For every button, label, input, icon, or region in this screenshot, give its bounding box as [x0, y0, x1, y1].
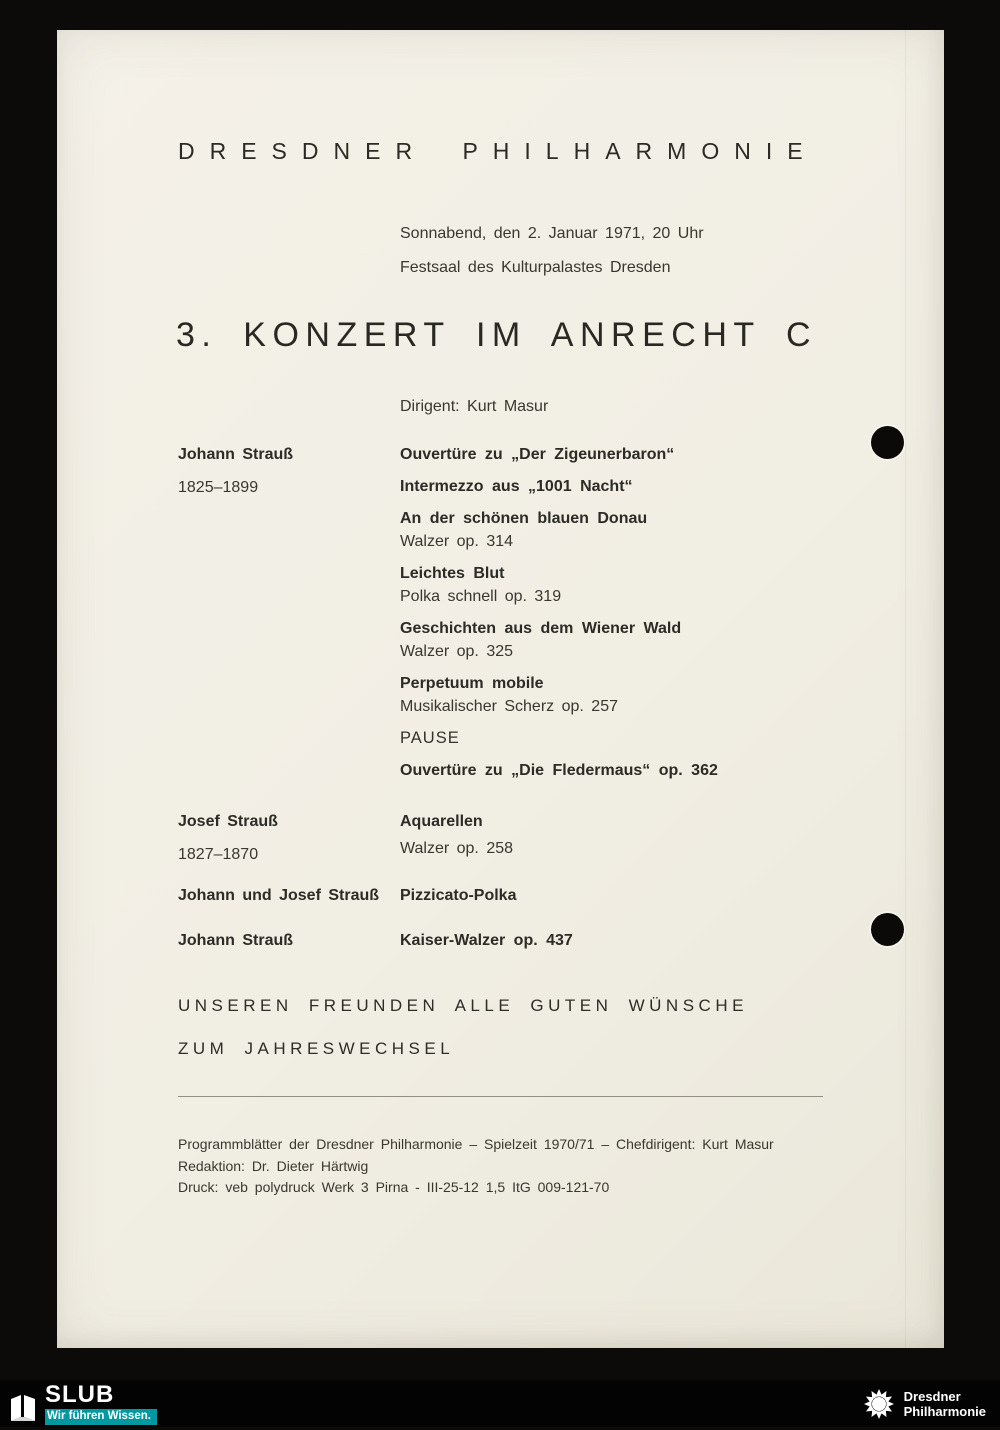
composer-column — [178, 929, 400, 961]
composer-column — [178, 884, 400, 916]
work-item — [400, 884, 884, 907]
imprint-divider — [178, 1096, 823, 1097]
work-item — [400, 617, 884, 663]
pause-label: PAUSE — [400, 729, 460, 747]
program-section-josef-strauss — [178, 810, 884, 869]
work-item — [400, 929, 884, 952]
composer-column — [178, 443, 400, 791]
slub-text-block — [45, 1380, 157, 1425]
composer-name: Johann und Josef Strauß — [178, 887, 380, 904]
work-title: Ouvertüre zu „Die Fledermaus“ op. 362 — [400, 762, 718, 779]
composer-dates: 1827–1870 — [178, 846, 259, 863]
work-item — [400, 562, 884, 608]
work-item — [400, 759, 884, 782]
composer-name: Johann Strauß — [178, 446, 294, 463]
imprint-line-3: Druck: veb polydruck Werk 3 Pirna - III-25-12 1,5 ItG 009-121-70 — [178, 1179, 610, 1195]
work-item — [400, 507, 884, 553]
program-page — [57, 30, 944, 1348]
concert-title: 3. KONZERT IM ANRECHT C — [176, 316, 818, 354]
philharmonie-logo[interactable] — [863, 1388, 986, 1420]
work-subtitle: Polka schnell op. 319 — [400, 588, 562, 605]
composer-name: Josef Strauß — [178, 813, 278, 830]
greeting-line-1: UNSEREN FREUNDEN ALLE GUTEN WÜNSCHE — [178, 996, 748, 1015]
slub-logo[interactable] — [8, 1380, 157, 1425]
slub-tagline: Wir führen Wissen. — [45, 1409, 157, 1425]
slub-book-icon — [8, 1391, 38, 1425]
program-section-johann-josef — [178, 884, 884, 916]
composer-dates: 1825–1899 — [178, 479, 259, 496]
conductor-line: Dirigent: Kurt Masur — [400, 398, 549, 415]
work-item — [400, 475, 884, 498]
works-column — [400, 443, 884, 791]
masthead: DRESDNER PHILHARMONIE — [178, 138, 818, 164]
imprint-block — [178, 1134, 774, 1199]
program-section-johann-strauss — [178, 443, 884, 791]
work-title: Geschichten aus dem Wiener Wald — [400, 620, 682, 637]
imprint-line-2: Redaktion: Dr. Dieter Härtwig — [178, 1157, 369, 1174]
works-column — [400, 929, 884, 961]
philharmonie-name-line-1: Dresdner — [903, 1388, 961, 1404]
philharmonie-text-block — [904, 1389, 986, 1419]
work-subtitle: Walzer op. 314 — [400, 533, 514, 550]
work-subtitle: Musikalischer Scherz op. 257 — [400, 698, 618, 715]
work-title: Perpetuum mobile — [400, 675, 544, 692]
branding-bar — [0, 1380, 1000, 1427]
work-title: Aquarellen — [400, 813, 483, 830]
greeting-line-2: ZUM JAHRESWECHSEL — [178, 1039, 455, 1058]
work-title: Ouvertüre zu „Der Zigeunerbaron“ — [400, 446, 675, 463]
work-item — [400, 443, 884, 466]
composer-name: Johann Strauß — [178, 932, 294, 949]
work-title: An der schönen blauen Donau — [400, 510, 648, 527]
program-section-kaiser-walzer — [178, 929, 884, 961]
venue-line: Festsaal des Kulturpalastes Dresden — [400, 259, 671, 276]
pause-item — [400, 727, 884, 750]
work-title: Pizzicato-Polka — [400, 887, 517, 904]
composer-column — [178, 810, 400, 869]
work-item — [400, 810, 884, 860]
date-line: Sonnabend, den 2. Januar 1971, 20 Uhr — [400, 225, 704, 242]
hole-punch-bottom — [871, 913, 904, 946]
philharmonie-emblem-icon — [863, 1388, 895, 1420]
work-title: Intermezzo aus „1001 Nacht“ — [400, 478, 633, 495]
imprint-line-1: Programmblätter der Dresdner Philharmonie – Spielzeit 1970/71 – Chefdirigent: Kurt Masur — [178, 1136, 774, 1152]
work-item — [400, 672, 884, 718]
work-title: Kaiser-Walzer op. 437 — [400, 932, 573, 949]
hole-punch-top — [871, 426, 904, 459]
works-column — [400, 810, 884, 869]
work-title: Leichtes Blut — [400, 565, 505, 582]
slub-name: SLUB — [45, 1380, 115, 1408]
work-subtitle: Walzer op. 258 — [400, 840, 514, 857]
philharmonie-name-line-2: Philharmonie — [903, 1403, 986, 1419]
work-subtitle: Walzer op. 325 — [400, 643, 514, 660]
works-column — [400, 884, 884, 916]
